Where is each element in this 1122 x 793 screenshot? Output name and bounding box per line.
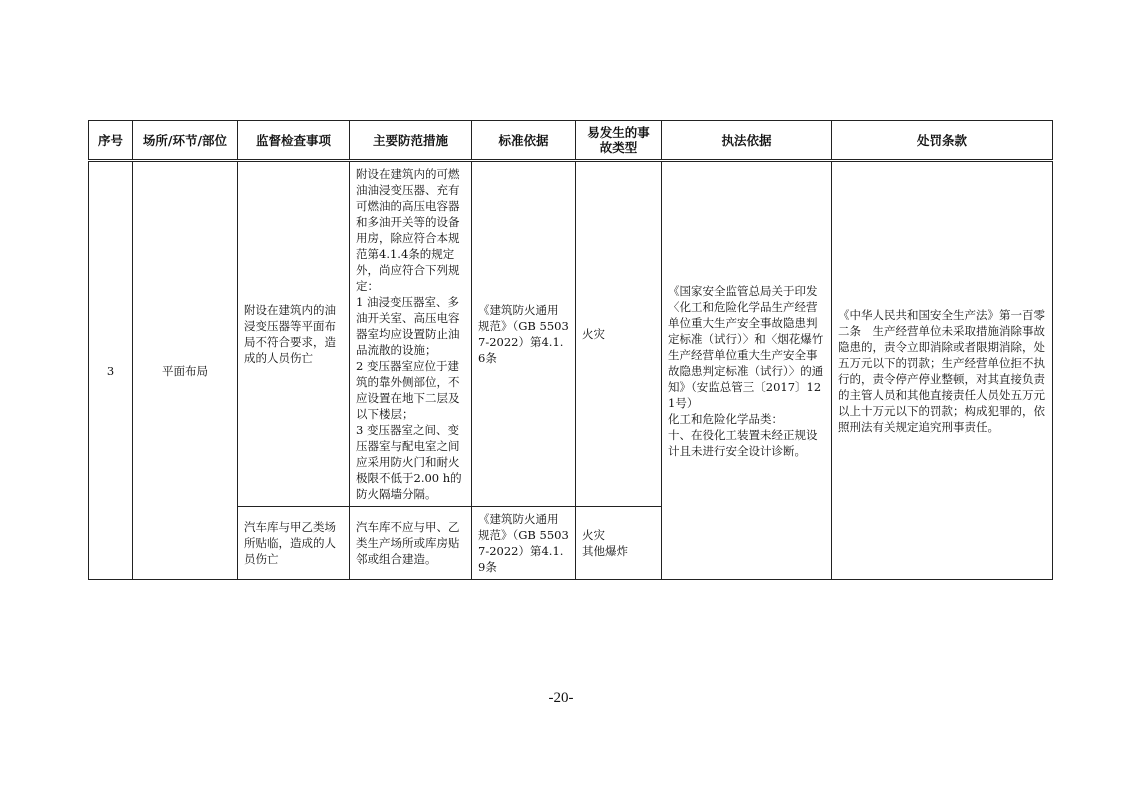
- header-penalty: 处罚条款: [832, 121, 1053, 161]
- header-law: 执法依据: [662, 121, 832, 161]
- header-place: 场所/环节/部位: [133, 121, 238, 161]
- regulation-table: [88, 120, 1053, 580]
- cell-measures-1: 附设在建筑内的可燃油油浸变压器、充有可燃油的高压电容器和多油开关等的设备用房，除应符合本规范第4.1.4条的规定外，尚应符合下列规定： 1 油浸变压器室、多油开关室、高压电容器室均应设置防止油品流散的设施； 2 变压器室应位于建筑的靠外侧部位，不应设置在地下二层及以下楼层； 3 变压器室之间、变压器室与配电室之间应采用防火门和耐火极限不低于2.00 h的防火隔墙分隔。: [350, 161, 472, 507]
- cell-measures-2: 汽车库不应与甲、乙类生产场所或库房贴邻或组合建造。: [350, 507, 472, 580]
- cell-law: 《国家安全监管总局关于印发〈化工和危险化学品生产经营单位重大生产安全事故隐患判定标准（试行）〉和〈烟花爆竹生产经营单位重大生产安全事故隐患判定标准（试行）〉的通知》（安监总管三〔2017〕121号） 化工和危险化学品类： 十、在役化工装置未经正规设计且未进行安全设计诊断。: [662, 161, 832, 580]
- cell-accident-2: 火灾 其他爆炸: [576, 507, 662, 580]
- cell-standard-1: 《建筑防火通用规范》（GB 55037-2022）第4.1.6条: [472, 161, 576, 507]
- header-seq: 序号: [89, 121, 133, 161]
- header-accident: 易发生的事故类型: [576, 121, 662, 161]
- cell-seq: 3: [89, 161, 133, 580]
- cell-item-2: 汽车库与甲乙类场所贴临，造成的人员伤亡: [238, 507, 350, 580]
- table-header-row: [89, 121, 1053, 161]
- header-standard: 标准依据: [472, 121, 576, 161]
- page-number: -20-: [548, 690, 574, 706]
- cell-item-1: 附设在建筑内的油浸变压器等平面布局不符合要求，造成的人员伤亡: [238, 161, 350, 507]
- table-row: [89, 161, 1053, 507]
- cell-place: 平面布局: [133, 161, 238, 580]
- cell-standard-2: 《建筑防火通用规范》（GB 55037-2022）第4.1.9条: [472, 507, 576, 580]
- header-item: 监督检查事项: [238, 121, 350, 161]
- cell-accident-1: 火灾: [576, 161, 662, 507]
- header-measures: 主要防范措施: [350, 121, 472, 161]
- cell-penalty: 《中华人民共和国安全生产法》第一百零二条 生产经营单位未采取措施消除事故隐患的，责令立即消除或者限期消除，处五万元以下的罚款；生产经营单位拒不执行的，责令停产停业整顿，对其直接负责的主管人员和其他直接责任人员处五万元以上十万元以下的罚款；构成犯罪的，依照刑法有关规定追究刑事责任。: [832, 161, 1053, 580]
